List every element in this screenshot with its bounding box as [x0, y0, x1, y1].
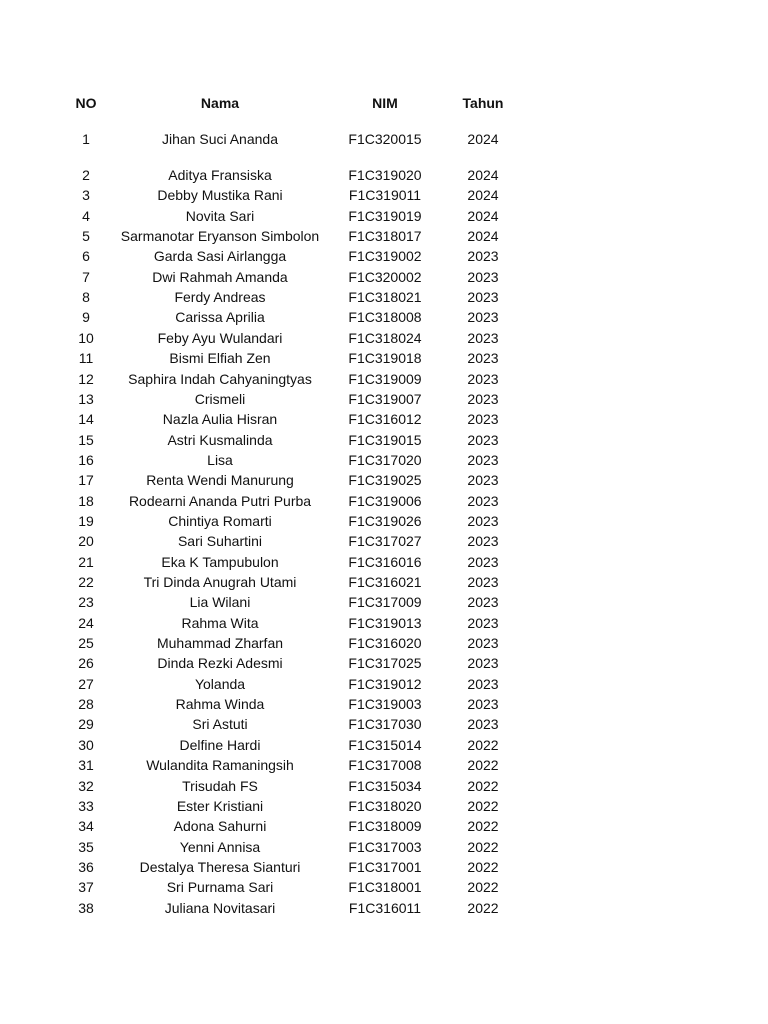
cell-nama: Chintiya Romarti: [168, 512, 272, 529]
cell-nama: Muhammad Zharfan: [156, 635, 284, 652]
cell-tahun: 2023: [467, 309, 499, 326]
cell-no: 14: [78, 411, 94, 428]
cell-nama: Crismeli: [194, 390, 246, 407]
cell-no: 9: [82, 309, 90, 326]
cell-nim: F1C316021: [348, 574, 422, 590]
cell-nim: F1C317030: [348, 716, 422, 733]
cell-nama: Ferdy Andreas: [174, 289, 266, 306]
cell-nim: F1C319026: [348, 512, 422, 529]
cell-no: 29: [78, 716, 94, 733]
cell-nim: F1C319019: [348, 207, 422, 224]
cell-tahun: 2023: [467, 655, 499, 672]
cell-no: 5: [82, 228, 90, 245]
cell-tahun: 2023: [467, 248, 499, 265]
table-row: [0, 777, 768, 797]
table-row: [0, 308, 768, 328]
cell-nama: Sarmanotar Eryanson Simbolon: [120, 228, 320, 245]
cell-nama: Trisudah FS: [182, 777, 258, 794]
cell-nama: Debby Mustika Rani: [157, 187, 283, 204]
cell-tahun: 2022: [467, 736, 499, 753]
cell-no: 26: [78, 655, 94, 672]
table-row: [0, 654, 768, 674]
cell-no: 20: [78, 533, 94, 550]
cell-tahun: 2022: [467, 777, 499, 794]
cell-nim: F1C319002: [348, 248, 422, 265]
cell-tahun: 2023: [467, 451, 499, 468]
cell-tahun: 2022: [467, 818, 499, 835]
table-row: [0, 736, 768, 756]
cell-tahun: 2023: [467, 289, 499, 306]
cell-nim: F1C318001: [348, 879, 422, 896]
cell-no: 34: [78, 818, 94, 835]
table-row: [0, 431, 768, 451]
cell-no: 1: [82, 131, 90, 147]
cell-nim: F1C319009: [348, 370, 422, 387]
cell-nama: Juliana Novitasari: [164, 899, 276, 916]
table-row: [0, 675, 768, 695]
cell-tahun: 2022: [467, 879, 499, 896]
table-row: [0, 247, 768, 267]
table-row: [0, 130, 768, 150]
cell-no: 38: [78, 899, 94, 916]
cell-no: 23: [78, 594, 94, 611]
table-row: [0, 593, 768, 613]
cell-tahun: 2023: [467, 553, 499, 570]
table-row: [0, 451, 768, 471]
cell-tahun: 2023: [467, 370, 499, 387]
cell-no: 15: [78, 431, 94, 448]
table-row: [0, 756, 768, 776]
cell-nama: Jihan Suci Ananda: [162, 131, 278, 147]
table-row: [0, 614, 768, 634]
cell-nim: F1C317020: [348, 451, 422, 468]
table-row: [0, 553, 768, 573]
cell-nama: Destalya Theresa Sianturi: [139, 858, 301, 875]
cell-nim: F1C316016: [348, 553, 422, 570]
cell-nim: F1C315034: [348, 777, 422, 794]
cell-nim: F1C316012: [348, 411, 422, 428]
table-row: [0, 207, 768, 227]
cell-tahun: 2023: [467, 574, 499, 590]
cell-nama: Dwi Rahmah Amanda: [152, 268, 288, 285]
header-nama: Nama: [200, 95, 240, 111]
cell-nim: F1C318024: [348, 329, 422, 346]
cell-nim: F1C317008: [348, 757, 422, 774]
cell-no: 18: [78, 492, 94, 509]
table-row: [0, 166, 768, 186]
cell-nama: Astri Kusmalinda: [167, 431, 273, 448]
cell-no: 28: [78, 696, 94, 713]
table-row: [0, 329, 768, 349]
table-row: [0, 471, 768, 491]
table-row: [0, 390, 768, 410]
table-row: [0, 838, 768, 858]
cell-no: 30: [78, 736, 94, 753]
cell-tahun: 2024: [467, 187, 499, 204]
cell-tahun: 2023: [467, 675, 499, 692]
cell-no: 22: [78, 574, 94, 590]
cell-nama: Ester Kristiani: [176, 797, 264, 814]
table-row: [0, 858, 768, 878]
cell-nim: F1C319013: [348, 614, 422, 631]
cell-nama: Eka K Tampubulon: [161, 553, 279, 570]
cell-nim: F1C320015: [348, 131, 422, 147]
cell-nama: Adona Sahurni: [173, 818, 267, 835]
cell-nama: Tri Dinda Anugrah Utami: [143, 574, 297, 590]
table-row: [0, 288, 768, 308]
cell-nim: F1C319020: [348, 167, 422, 183]
table-row: [0, 715, 768, 735]
cell-nama: Sri Purnama Sari: [166, 879, 274, 896]
cell-no: 6: [82, 248, 90, 265]
cell-nama: Renta Wendi Manurung: [146, 472, 294, 489]
cell-nama: Dinda Rezki Adesmi: [157, 655, 283, 672]
cell-nama: Novita Sari: [185, 207, 255, 224]
header-tahun: Tahun: [462, 95, 504, 111]
cell-nim: F1C320002: [348, 268, 422, 285]
cell-nama: Carissa Aprilia: [175, 309, 265, 326]
cell-tahun: 2022: [467, 838, 499, 855]
cell-tahun: 2022: [467, 797, 499, 814]
cell-nim: F1C317003: [348, 838, 422, 855]
cell-nim: F1C318008: [348, 309, 422, 326]
table-row: [0, 410, 768, 430]
cell-nama: Aditya Fransiska: [168, 167, 272, 183]
cell-no: 33: [78, 797, 94, 814]
cell-no: 2: [82, 167, 90, 183]
cell-no: 16: [78, 451, 94, 468]
table-row: [0, 878, 768, 898]
cell-nama: Rodearni Ananda Putri Purba: [128, 492, 312, 509]
cell-tahun: 2023: [467, 350, 499, 367]
header-nim: NIM: [372, 95, 398, 111]
cell-tahun: 2023: [467, 472, 499, 489]
cell-no: 27: [78, 675, 94, 692]
cell-nama: Feby Ayu Wulandari: [157, 329, 283, 346]
cell-tahun: 2024: [467, 167, 499, 183]
cell-no: 31: [78, 757, 94, 774]
cell-tahun: 2023: [467, 635, 499, 652]
cell-no: 8: [82, 289, 90, 306]
table-row: [0, 797, 768, 817]
table-row: [0, 227, 768, 247]
cell-nama: Yenni Annisa: [179, 838, 261, 855]
cell-nim: F1C318009: [348, 818, 422, 835]
cell-no: 37: [78, 879, 94, 896]
cell-no: 32: [78, 777, 94, 794]
cell-no: 24: [78, 614, 94, 631]
cell-nama: Rahma Winda: [175, 696, 265, 713]
table-header: [0, 94, 768, 112]
table-row: [0, 573, 768, 593]
cell-no: 4: [82, 207, 90, 224]
cell-nim: F1C319007: [348, 390, 422, 407]
cell-tahun: 2024: [467, 207, 499, 224]
cell-nama: Wulandita Ramaningsih: [146, 757, 294, 774]
cell-tahun: 2022: [467, 757, 499, 774]
cell-nama: Yolanda: [194, 675, 246, 692]
table-row: [0, 532, 768, 552]
cell-tahun: 2022: [467, 899, 499, 916]
cell-tahun: 2024: [467, 228, 499, 245]
cell-tahun: 2023: [467, 512, 499, 529]
table-row: [0, 512, 768, 532]
cell-nim: F1C318020: [348, 797, 422, 814]
cell-nim: F1C317025: [348, 655, 422, 672]
cell-no: 21: [78, 553, 94, 570]
cell-tahun: 2023: [467, 411, 499, 428]
cell-nim: F1C319012: [348, 675, 422, 692]
cell-tahun: 2023: [467, 492, 499, 509]
table-row: [0, 268, 768, 288]
cell-nim: F1C319006: [348, 492, 422, 509]
cell-tahun: 2022: [467, 858, 499, 875]
table-row: [0, 492, 768, 512]
table-row: [0, 370, 768, 390]
cell-nama: Bismi Elfiah Zen: [169, 350, 271, 367]
cell-no: 35: [78, 838, 94, 855]
cell-tahun: 2023: [467, 614, 499, 631]
cell-nama: Lia Wilani: [189, 594, 251, 611]
cell-nim: F1C319018: [348, 350, 422, 367]
cell-no: 13: [78, 390, 94, 407]
cell-nama: Lisa: [207, 451, 233, 468]
table-row: [0, 695, 768, 715]
cell-tahun: 2023: [467, 716, 499, 733]
cell-no: 36: [78, 858, 94, 875]
cell-nama: Sari Suhartini: [177, 533, 263, 550]
cell-nim: F1C316011: [348, 899, 422, 916]
table-row: [0, 349, 768, 369]
table-row: [0, 634, 768, 654]
cell-tahun: 2023: [467, 268, 499, 285]
cell-nim: F1C317001: [348, 858, 422, 875]
table-row: [0, 817, 768, 837]
cell-nama: Saphira Indah Cahyaningtyas: [128, 370, 312, 387]
cell-no: 11: [78, 350, 94, 367]
cell-no: 10: [78, 329, 94, 346]
cell-no: 25: [78, 635, 94, 652]
cell-nama: Rahma Wita: [181, 614, 259, 631]
cell-tahun: 2023: [467, 329, 499, 346]
cell-nim: F1C317009: [348, 594, 422, 611]
cell-tahun: 2024: [467, 131, 499, 147]
cell-no: 7: [82, 268, 90, 285]
table-row: [0, 899, 768, 919]
cell-tahun: 2023: [467, 390, 499, 407]
cell-no: 12: [78, 370, 94, 387]
cell-nim: F1C319011: [348, 187, 422, 204]
cell-nama: Garda Sasi Airlangga: [153, 248, 287, 265]
cell-tahun: 2023: [467, 594, 499, 611]
cell-no: 3: [82, 187, 90, 204]
cell-nim: F1C319003: [348, 696, 422, 713]
table-row: [0, 186, 768, 206]
cell-nim: F1C315014: [348, 736, 422, 753]
cell-no: 17: [78, 472, 94, 489]
header-no: NO: [75, 95, 97, 111]
cell-nama: Sri Astuti: [192, 716, 248, 733]
cell-nim: F1C318021: [348, 289, 422, 306]
cell-tahun: 2023: [467, 696, 499, 713]
cell-nim: F1C318017: [348, 228, 422, 245]
cell-nim: F1C319015: [348, 431, 422, 448]
cell-nim: F1C317027: [348, 533, 422, 550]
cell-nim: F1C316020: [348, 635, 422, 652]
cell-nama: Nazla Aulia Hisran: [162, 411, 278, 428]
cell-tahun: 2023: [467, 431, 499, 448]
cell-nim: F1C319025: [348, 472, 422, 489]
cell-tahun: 2023: [467, 533, 499, 550]
cell-no: 19: [78, 512, 94, 529]
cell-nama: Delfine Hardi: [179, 736, 261, 753]
